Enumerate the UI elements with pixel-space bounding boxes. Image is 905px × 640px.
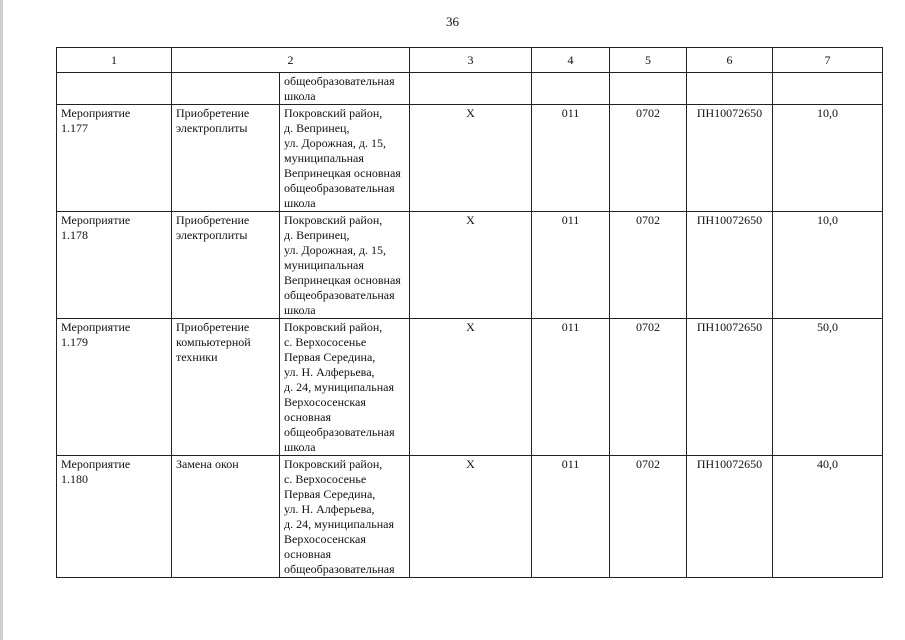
amount-cell: 10,0	[773, 212, 883, 319]
description-cell: Приобретение компьютерной техники	[172, 319, 280, 456]
col5-cell: 0702	[610, 212, 687, 319]
col3-cell	[410, 73, 532, 105]
budget-table	[56, 47, 883, 578]
table-row	[57, 105, 883, 212]
table-row	[57, 319, 883, 456]
description-cell	[172, 73, 280, 105]
event-cell: Мероприятие 1.179	[57, 319, 172, 456]
table-row	[57, 73, 883, 105]
col4-cell: 011	[532, 212, 610, 319]
address-cell: общеобразовательная школа	[280, 73, 410, 105]
col4-cell: 011	[532, 319, 610, 456]
col5-cell: 0702	[610, 105, 687, 212]
address-cell: Покровский район, д. Вепринец, ул. Дорожная, д. 15, муниципальная Вепринецкая основная общеобразовательная школа	[280, 105, 410, 212]
address-cell: Покровский район, с. Верхососенье Первая Середина, ул. Н. Алферьева, д. 24, муниципальная Верхососенская основная общеобразовательная школа	[280, 319, 410, 456]
address-cell: Покровский район, д. Вепринец, ул. Дорожная, д. 15, муниципальная Вепринецкая основная общеобразовательная школа	[280, 212, 410, 319]
event-cell: Мероприятие 1.177	[57, 105, 172, 212]
column-header-4: 4	[532, 48, 610, 73]
description-cell: Приобретение электроплиты	[172, 105, 280, 212]
amount-cell: 10,0	[773, 105, 883, 212]
col6-cell: ПН10072650	[687, 212, 773, 319]
column-header-2: 2	[172, 48, 410, 73]
amount-cell	[773, 73, 883, 105]
col6-cell: ПН10072650	[687, 319, 773, 456]
col3-cell: Х	[410, 212, 532, 319]
description-cell: Замена окон	[172, 456, 280, 578]
description-cell: Приобретение электроплиты	[172, 212, 280, 319]
table-row	[57, 456, 883, 578]
amount-cell: 40,0	[773, 456, 883, 578]
amount-cell: 50,0	[773, 319, 883, 456]
column-header-5: 5	[610, 48, 687, 73]
column-header-1: 1	[57, 48, 172, 73]
col3-cell: Х	[410, 456, 532, 578]
page-left-edge	[0, 0, 3, 640]
event-cell	[57, 73, 172, 105]
event-cell: Мероприятие 1.178	[57, 212, 172, 319]
col5-cell	[610, 73, 687, 105]
col3-cell: Х	[410, 105, 532, 212]
column-header-6: 6	[687, 48, 773, 73]
column-header-3: 3	[410, 48, 532, 73]
col6-cell: ПН10072650	[687, 456, 773, 578]
col6-cell: ПН10072650	[687, 105, 773, 212]
table-row	[57, 212, 883, 319]
event-cell: Мероприятие 1.180	[57, 456, 172, 578]
col5-cell: 0702	[610, 319, 687, 456]
col3-cell: Х	[410, 319, 532, 456]
col4-cell: 011	[532, 105, 610, 212]
col6-cell	[687, 73, 773, 105]
address-cell: Покровский район, с. Верхососенье Первая Середина, ул. Н. Алферьева, д. 24, муниципальная Верхососенская основная общеобразовательная	[280, 456, 410, 578]
page-number: 36	[446, 14, 459, 29]
header-row	[57, 48, 883, 73]
column-header-7: 7	[773, 48, 883, 73]
col4-cell	[532, 73, 610, 105]
col5-cell: 0702	[610, 456, 687, 578]
col4-cell: 011	[532, 456, 610, 578]
